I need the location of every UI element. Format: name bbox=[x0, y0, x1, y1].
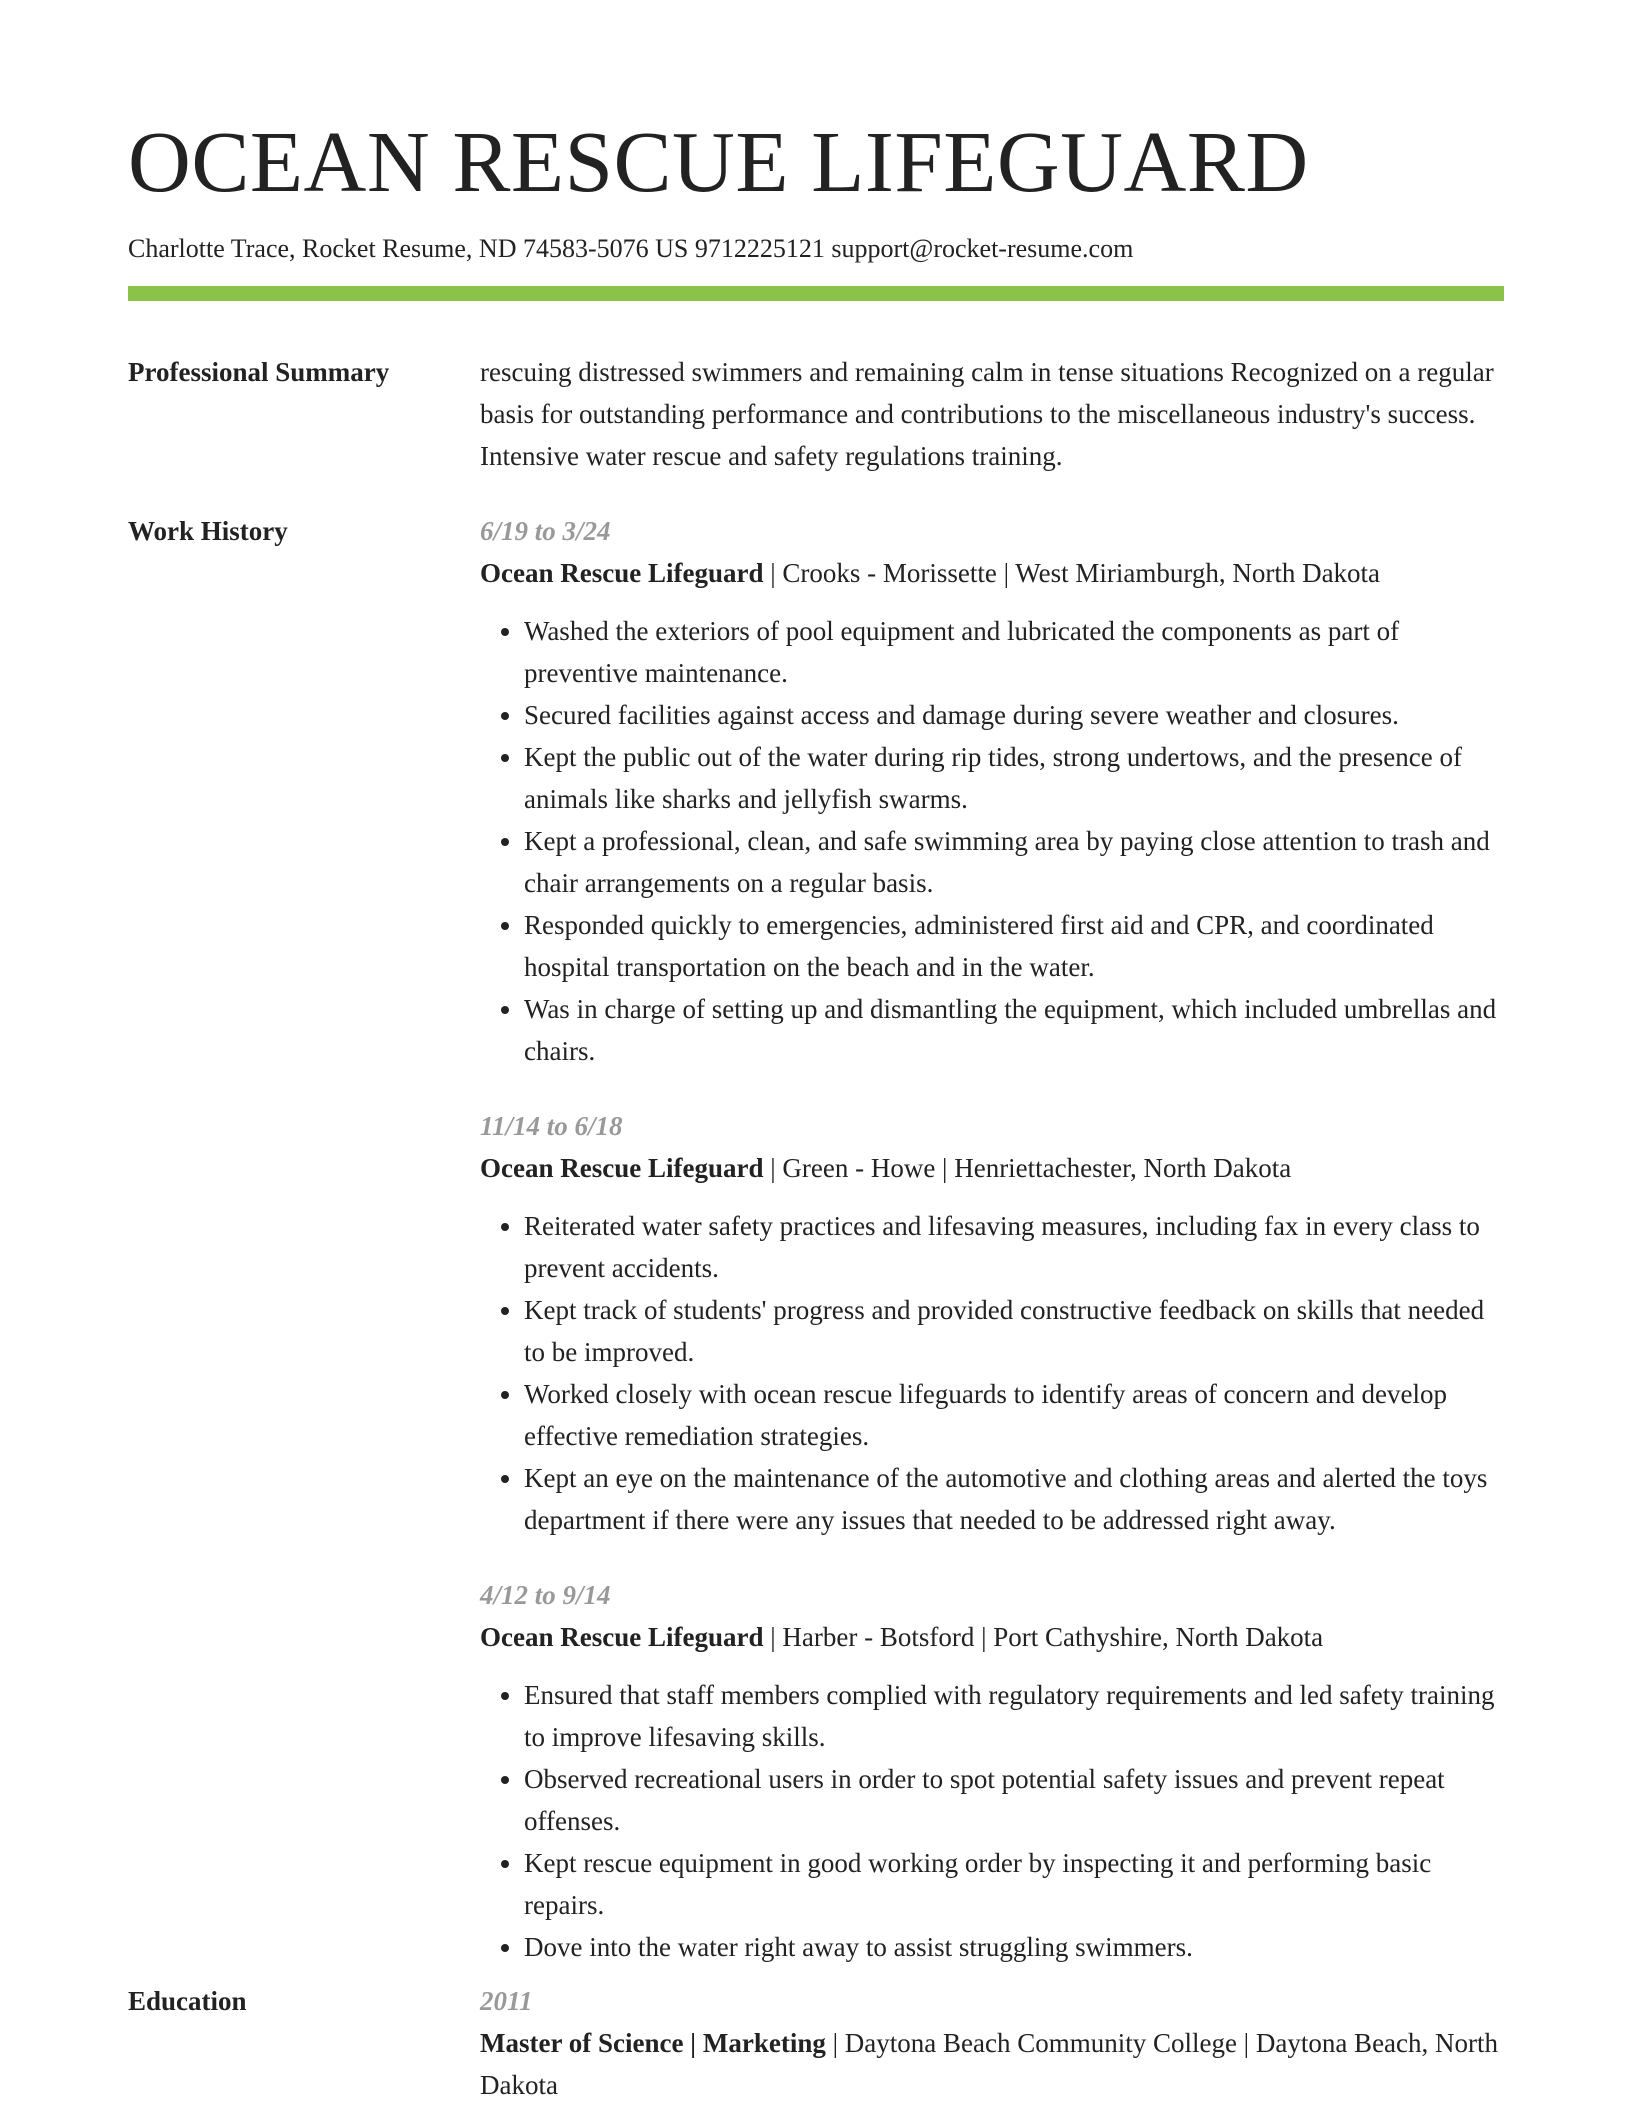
job-entry bbox=[480, 1105, 1504, 1541]
job-bullet: • Kept a professional, clean, and safe swimming area by paying close attention to trash and chair arrangements on a regular basis. bbox=[524, 820, 1504, 904]
job-bullets bbox=[480, 610, 1504, 1072]
job-details: | Harber - Botsford | Port Cathyshire, North Dakota bbox=[763, 1622, 1324, 1653]
job-entry bbox=[480, 510, 1504, 1072]
education-entry bbox=[480, 1980, 1504, 2106]
education-year: 2011 bbox=[480, 1986, 533, 2017]
job-entry bbox=[480, 1574, 1504, 1968]
job-heading bbox=[480, 1147, 1504, 1189]
job-bullet: • Washed the exteriors of pool equipment and lubricated the components as part of preventive maintenance. bbox=[524, 610, 1504, 694]
job-dates: 4/12 to 9/14 bbox=[480, 1580, 611, 1611]
job-bullet: • Secured facilities against access and damage during severe weather and closures. bbox=[524, 694, 1504, 736]
education-section bbox=[128, 1980, 1504, 2106]
job-dates: 11/14 to 6/18 bbox=[480, 1111, 623, 1142]
job-details: | Green - Howe | Henriettachester, North Dakota bbox=[763, 1153, 1292, 1184]
job-title: Ocean Rescue Lifeguard bbox=[480, 558, 764, 589]
job-bullet: • Kept an eye on the maintenance of the automotive and clothing areas and alerted the toys department if there were any issues that needed to be addressed right away. bbox=[524, 1457, 1504, 1541]
job-title: Ocean Rescue Lifeguard bbox=[480, 1153, 764, 1184]
job-bullet: • Responded quickly to emergencies, administered first aid and CPR, and coordinated hospital transportation on the beach and in the water. bbox=[524, 904, 1504, 988]
degree-title: Master of Science | Marketing bbox=[480, 2028, 826, 2059]
education-details: | Daytona Beach Community College | Daytona Beach, North Dakota bbox=[480, 2028, 1499, 2101]
section-label-summary: Professional Summary bbox=[128, 357, 390, 388]
section-label-education: Education bbox=[128, 1986, 247, 2017]
education-heading bbox=[480, 2022, 1504, 2106]
job-bullet: • Observed recreational users in order to spot potential safety issues and prevent repeat offenses. bbox=[524, 1758, 1504, 1842]
job-heading bbox=[480, 1616, 1504, 1658]
summary-text: rescuing distressed swimmers and remaining calm in tense situations Recognized on a regular basis for outstanding performance and contributions to the miscellaneous industry's success. Intensive water rescue and safety regulations training. bbox=[480, 357, 1494, 472]
job-bullets bbox=[480, 1674, 1504, 1968]
job-title: Ocean Rescue Lifeguard bbox=[480, 1622, 764, 1653]
job-bullets bbox=[480, 1205, 1504, 1541]
work-history-list bbox=[480, 510, 1504, 1968]
professional-summary-section bbox=[128, 351, 1504, 477]
job-bullet: • Kept track of students' progress and provided constructive feedback on skills that needed to be improved. bbox=[524, 1289, 1504, 1373]
job-bullet: • Worked closely with ocean rescue lifeguards to identify areas of concern and develop effective remediation strategies. bbox=[524, 1373, 1504, 1457]
section-label-work: Work History bbox=[128, 516, 288, 547]
contact-line: Charlotte Trace, Rocket Resume, ND 74583-5076 US 9712225121 support@rocket-resume.com bbox=[128, 234, 1134, 263]
job-dates: 6/19 to 3/24 bbox=[480, 516, 611, 547]
resume-title: OCEAN RESCUE LIFEGUARD bbox=[128, 113, 1309, 210]
job-bullet: • Reiterated water safety practices and lifesaving measures, including fax in every class to prevent accidents. bbox=[524, 1205, 1504, 1289]
job-bullet: • Ensured that staff members complied with regulatory requirements and led safety training to improve lifesaving skills. bbox=[524, 1674, 1504, 1758]
work-history-section bbox=[128, 510, 1504, 1968]
job-bullet: • Kept the public out of the water during rip tides, strong undertows, and the presence of animals like sharks and jellyfish swarms. bbox=[524, 736, 1504, 820]
job-bullet: • Kept rescue equipment in good working order by inspecting it and performing basic repairs. bbox=[524, 1842, 1504, 1926]
job-bullet: • Was in charge of setting up and dismantling the equipment, which included umbrellas and chairs. bbox=[524, 988, 1504, 1072]
header-divider bbox=[128, 286, 1504, 301]
job-details: | Crooks - Morissette | West Miriamburgh, North Dakota bbox=[763, 558, 1381, 589]
job-heading bbox=[480, 552, 1504, 594]
job-bullet: • Dove into the water right away to assist struggling swimmers. bbox=[524, 1926, 1504, 1968]
